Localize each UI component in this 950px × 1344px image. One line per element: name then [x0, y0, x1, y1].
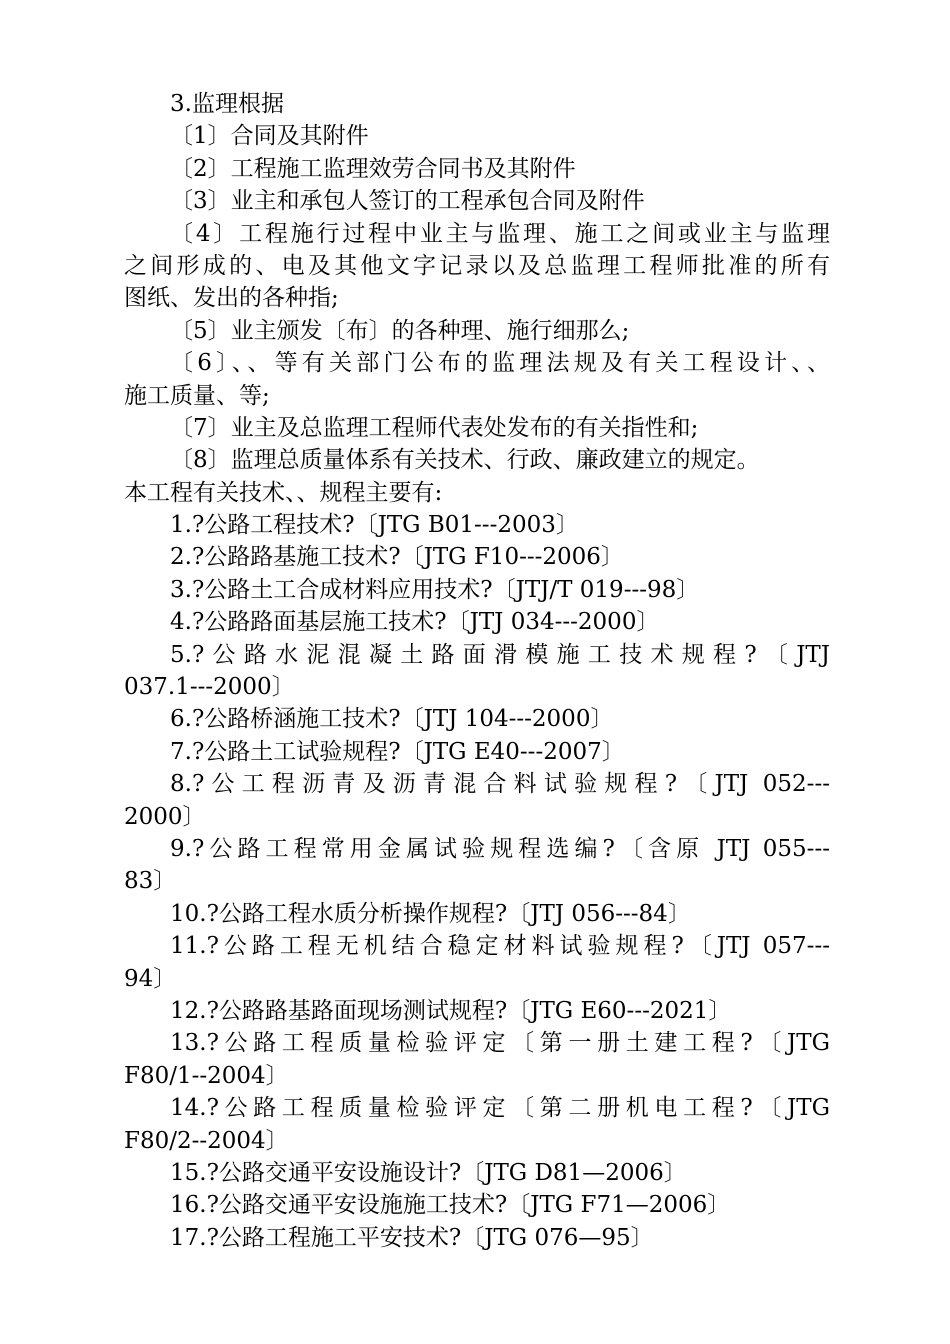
- standard-item-9-line-2: 83〕: [124, 868, 177, 895]
- standard-item-11-line-1: 11.?公路工程无机结合稳定材料试验规程?〔JTJ 057---: [170, 933, 830, 960]
- basis-item-7: 〔7〕业主及总监理工程师代表处发布的有关指性和;: [170, 414, 699, 441]
- standard-item-5-line-2: 037.1---2000〕: [124, 674, 295, 701]
- basis-item-5: 〔5〕业主颁发〔布〕的各种理、施行细那么;: [170, 317, 630, 344]
- section-heading: 3.监理根据: [170, 91, 284, 117]
- standard-item-2: 2.?公路路基施工技术?〔JTG F10---2006〕: [170, 544, 624, 571]
- standard-item-1: 1.?公路工程技术?〔JTG B01---2003〕: [170, 512, 579, 539]
- standard-item-7: 7.?公路土工试验规程?〔JTG E40---2007〕: [170, 738, 625, 765]
- standard-item-13-line-1: 13.?公路工程质量检验评定〔第一册土建工程?〔JTG: [170, 1030, 830, 1057]
- basis-item-8: 〔8〕监理总质量体系有关技术、行政、廉政建立的规定。: [170, 447, 760, 474]
- document-page: [124, 88, 830, 1254]
- standard-item-6: 6.?公路桥涵施工技术?〔JTJ 104---2000〕: [170, 706, 614, 733]
- standard-item-3: 3.?公路土工合成材料应用技术?〔JTJ/T 019---98〕: [170, 576, 700, 603]
- standard-item-11-line-2: 94〕: [124, 965, 177, 992]
- standard-item-15: 15.?公路交通平安设施设计?〔JTG D81—2006〕: [170, 1159, 687, 1186]
- basis-item-6-line-1: 〔6〕、、等有关部门公布的监理法规及有关工程设计、、: [170, 350, 830, 377]
- standard-item-8-line-2: 2000〕: [124, 803, 206, 830]
- standard-item-5-line-1: 5.?公路水泥混凝土路面滑模施工技术规程?〔JTJ: [170, 641, 830, 668]
- standard-item-14-line-2: F80/2--2004〕: [124, 1127, 289, 1154]
- standard-item-9-line-1: 9.?公路工程常用金属试验规程选编?〔含原 JTJ 055---: [170, 835, 830, 862]
- standards-intro: 本工程有关技术、、规程主要有:: [124, 479, 443, 506]
- basis-item-1: 〔1〕合同及其附件: [170, 123, 369, 150]
- basis-item-4-line-3: 图纸、发出的各种指;: [124, 285, 339, 312]
- standard-item-17: 17.?公路工程施工平安技术?〔JTG 076—95〕: [170, 1224, 654, 1251]
- basis-item-4-line-1: 〔4〕工程施行过程中业主与监理、施工之间或业主与监理: [170, 220, 830, 247]
- standard-item-8-line-1: 8.?公工程沥青及沥青混合料试验规程?〔JTJ 052---: [170, 771, 830, 798]
- standard-item-14-line-1: 14.?公路工程质量检验评定〔第二册机电工程?〔JTG: [170, 1095, 830, 1122]
- standard-item-12: 12.?公路路基路面现场测试规程?〔JTG E60---2021〕: [170, 997, 732, 1024]
- standard-item-16: 16.?公路交通平安设施施工技术?〔JTG F71—2006〕: [170, 1192, 731, 1219]
- basis-item-6-line-2: 施工质量、等;: [124, 382, 270, 409]
- standard-item-10: 10.?公路工程水质分析操作规程?〔JTJ 056---84〕: [170, 900, 691, 927]
- basis-item-2: 〔2〕工程施工监理效劳合同书及其附件: [170, 155, 576, 182]
- standard-item-4: 4.?公路路面基层施工技术?〔JTJ 034---2000〕: [170, 609, 660, 636]
- basis-item-4-line-2: 之间形成的、电及其他文字记录以及总监理工程师批准的所有: [124, 252, 830, 279]
- standard-item-13-line-2: F80/1--2004〕: [124, 1062, 289, 1089]
- basis-item-3: 〔3〕业主和承包人签订的工程承包合同及附件: [170, 188, 645, 215]
